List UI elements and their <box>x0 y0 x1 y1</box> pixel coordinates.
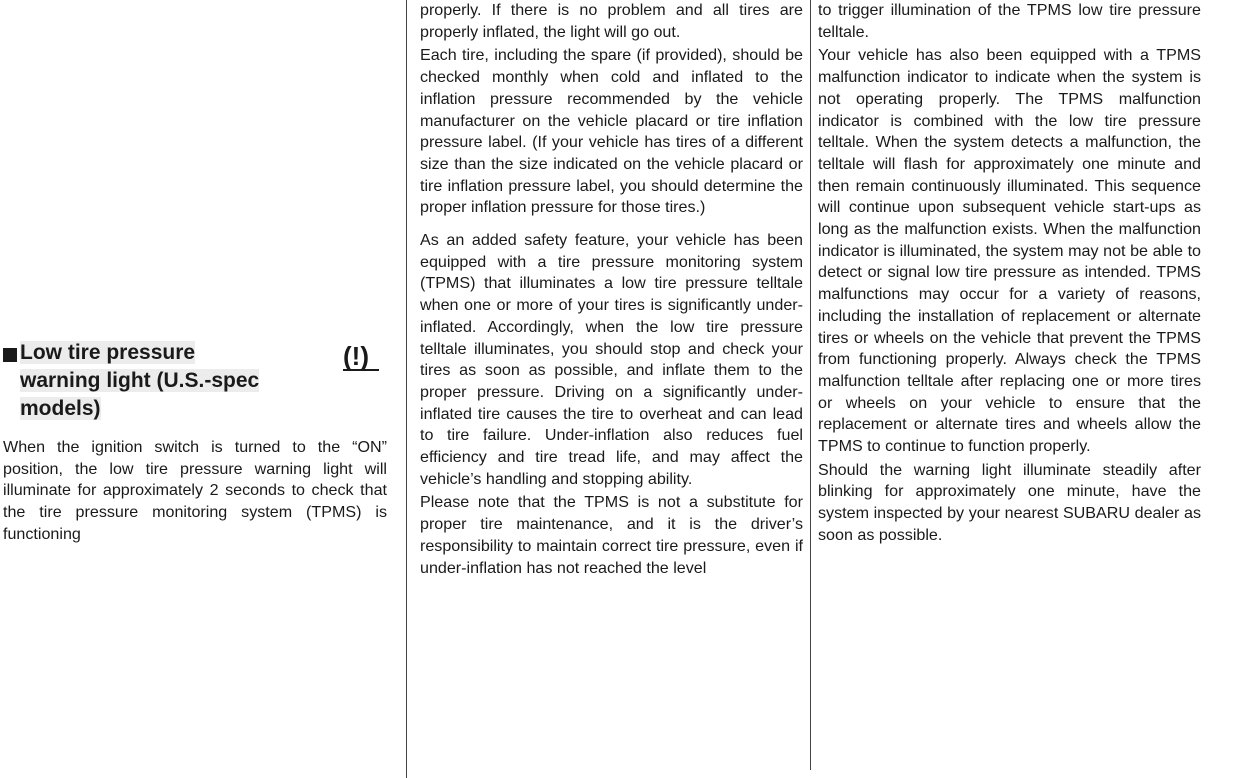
tire-pressure-warning-icon <box>343 341 369 371</box>
paragraph-warning-light-steady: Should the warning light illuminate steadily after blinking for approximately one minute, have the system inspected by your nearest SUBARU dealer as soon as possible. <box>818 460 1201 544</box>
heading-line-2: warning light (U.S.-spec <box>20 369 260 392</box>
paragraph-safety-feature: As an added safety feature, your vehicle has been equipped with a tire pressure monitoring system (TPMS) that illuminates a low tire pressure telltale when one or more of your tires is significantly under-inflated. Accordingly, when the low tire pressure telltale illuminates, you should stop and check your tires as soon as possible, and inflate them to the proper pressure. Driving on a significantly under-inflated tire causes the tire to overheat and can lead to tire failure. Under-inflation also reduces fuel efficiency and tire tread life, and may affect the vehicle’s handling and stopping ability. <box>420 231 803 488</box>
paragraph-malfunction-indicator: Your vehicle has also been equipped with a TPMS malfunction indicator to indicate when the system is not operating properly. The TPMS malfunction indicator is combined with the low tire pressure telltale. When the system detects a malfunction, the telltale will flash for approximately one minute and then remain continuously illuminated. This sequence will continue upon subsequent vehicle start-ups as long as the malfunction exists. When the malfunction indicator is illuminated, the system may not be able to detect or signal low tire pressure as intended. TPMS malfunctions may occur for a variety of reasons, including the installation of replacement or alternate tires or wheels on the vehicle that prevent the TPMS from functioning properly. Always check the TPMS malfunction telltale after replacing one or more tires or wheels on your vehicle to ensure that the replacement or alternate tires and wheels allow the TPMS to continue to function properly. <box>818 46 1201 456</box>
heading-line-1: Low tire pressure <box>20 341 196 364</box>
paragraph-trigger-illumination: to trigger illumination of the TPMS low tire pressure telltale. <box>818 1 1201 41</box>
paragraph-tpms-note: Please note that the TPMS is not a substitute for proper tire maintenance, and it is the driver’s responsibility to maintain correct tire pressure, even if under-inflation has not reached the level <box>420 493 803 577</box>
warning-icon-base <box>343 369 379 371</box>
heading-line-3: models) <box>20 397 101 420</box>
intro-paragraph: When the ignition switch is turned to the “ON” position, the low tire pressure warning light will illuminate for approximately 2 seconds to check that the tire pressure monitoring system (TPMS) is functioning <box>3 438 387 543</box>
heading-text <box>20 339 320 423</box>
column-divider-left <box>406 0 407 778</box>
paragraph-light-goes-out: properly. If there is no problem and all tires are properly inflated, the light will go out. <box>420 1 803 41</box>
section-heading <box>3 336 388 428</box>
column-right <box>818 0 1201 547</box>
paragraph-monthly-check: Each tire, including the spare (if provided), should be checked monthly when cold and inflated to the inflation pressure recommended by the vehicle manufacturer on the vehicle placard or tire inflation pressure label. (If your vehicle has tires of a different size than the size indicated on the vehicle placard or tire inflation pressure label, you should determine the proper inflation pressure for those tires.) <box>420 46 803 217</box>
heading-bullet <box>3 348 17 362</box>
column-middle <box>420 0 803 579</box>
column-divider-right <box>810 0 811 770</box>
warning-icon-glyph: (!) <box>343 341 369 371</box>
